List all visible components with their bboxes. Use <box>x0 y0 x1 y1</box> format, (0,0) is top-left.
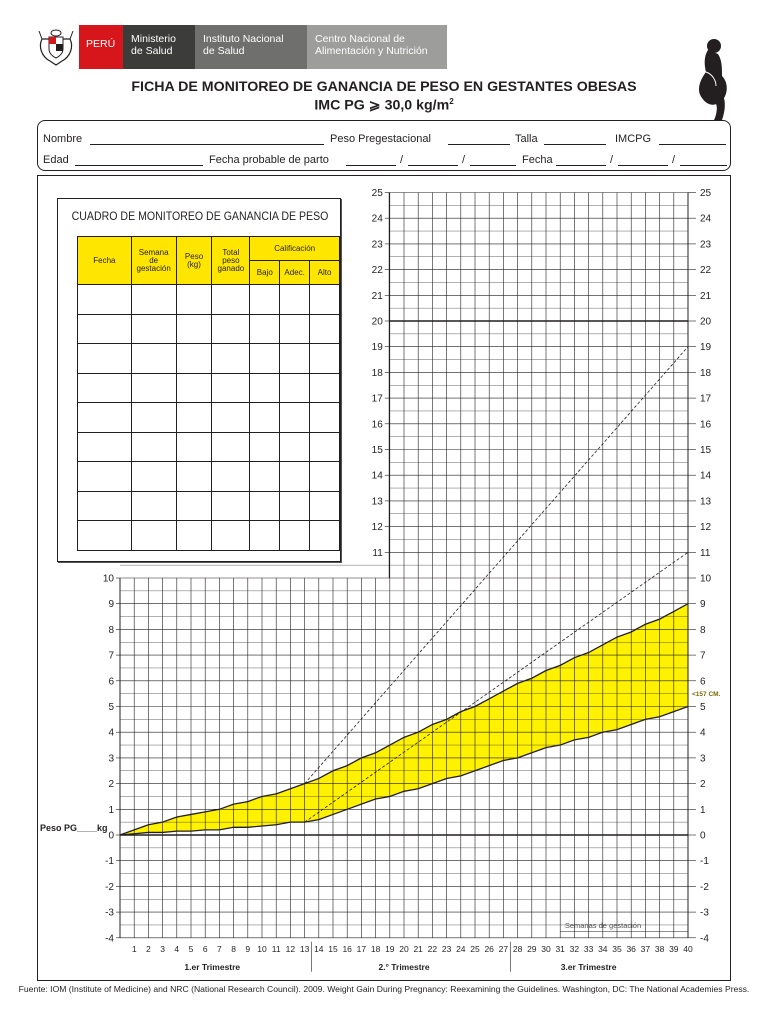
table-cell[interactable] <box>212 373 250 403</box>
y-tick-label-right: -1 <box>700 856 709 868</box>
x-tick-label: 31 <box>555 943 565 954</box>
x-tick-label: 36 <box>626 943 636 954</box>
table-cell[interactable] <box>176 314 212 344</box>
y-tick-label-left: 17 <box>371 393 383 405</box>
table-row <box>78 521 340 551</box>
table-cell[interactable] <box>310 491 340 521</box>
x-tick-label: 2 <box>146 943 151 954</box>
table-row <box>78 403 340 433</box>
table-cell[interactable] <box>250 521 280 551</box>
x-tick-label: 9 <box>245 943 251 954</box>
y-tick-label-left: -3 <box>105 907 114 919</box>
monitoring-table <box>77 236 340 551</box>
table-cell[interactable] <box>280 432 310 462</box>
col-semana-line3: gestación <box>136 263 171 273</box>
y-tick-label-right: 3 <box>700 753 706 765</box>
y-tick-label-left: -1 <box>105 856 114 868</box>
table-cell[interactable] <box>250 462 280 492</box>
table-cell[interactable] <box>250 373 280 403</box>
page-title: FICHA DE MONITOREO DE GANANCIA DE PESO EN GESTANTES OBESAS <box>131 79 637 95</box>
col-peso <box>176 237 212 285</box>
y-tick-label-right: 2 <box>700 779 706 791</box>
table-cell[interactable] <box>310 462 340 492</box>
table-cell[interactable] <box>78 432 132 462</box>
ministry-line1: Ministerio <box>131 33 176 45</box>
y-tick-label-left: 12 <box>371 522 383 534</box>
y-tick-label-right: -4 <box>700 933 709 945</box>
x-tick-label: 28 <box>512 943 523 954</box>
subtitle-symbol: ⩾ <box>368 97 381 114</box>
col-total-line1: Total <box>222 247 240 257</box>
country-label: PERÚ <box>86 38 116 50</box>
y-tick-label-left: 8 <box>108 624 114 636</box>
x-tick-label: 40 <box>683 943 693 954</box>
table-cell[interactable] <box>280 491 310 521</box>
subtitle-sup: 2 <box>449 97 454 106</box>
x-tick-label: 4 <box>174 943 180 954</box>
table-cell[interactable] <box>310 344 340 374</box>
table-cell[interactable] <box>250 403 280 433</box>
table-row <box>78 491 340 521</box>
y-tick-label-left: 4 <box>108 727 114 739</box>
ministry-line2: de Salud <box>131 45 173 57</box>
col-fecha-label: Fecha <box>93 255 116 265</box>
table-cell[interactable] <box>78 462 132 492</box>
y-tick-label-right: 6 <box>700 676 706 688</box>
y-tick-label-right: 16 <box>700 419 712 431</box>
x-tick-label: 32 <box>569 943 580 954</box>
table-row <box>78 344 340 374</box>
y-tick-label-right: -2 <box>700 881 709 893</box>
col-semana-line1: Semana <box>138 247 169 257</box>
x-tick-label: 26 <box>484 943 494 954</box>
height-annotation: <157 CM. <box>692 691 721 699</box>
y-tick-label-right: 1 <box>700 804 706 816</box>
col-adec <box>280 261 310 285</box>
trimester-label: 3.er Trimestre <box>560 961 617 972</box>
table-cell[interactable] <box>131 432 176 462</box>
x-tick-label: 5 <box>188 943 194 954</box>
table-cell[interactable] <box>280 344 310 374</box>
table-cell[interactable] <box>250 491 280 521</box>
y-tick-label-left: 21 <box>371 290 383 302</box>
table-cell[interactable] <box>176 491 212 521</box>
center-line1: Centro Nacional de <box>315 33 405 45</box>
x-tick-label: 12 <box>285 943 296 954</box>
table-cell[interactable] <box>176 462 212 492</box>
y-tick-label-left: 10 <box>102 573 114 585</box>
y-tick-label-right: 17 <box>700 393 712 405</box>
table-cell[interactable] <box>176 285 212 315</box>
y-tick-label-right: 20 <box>700 316 712 328</box>
x-tick-label: 29 <box>527 943 537 954</box>
x-tick-label: 13 <box>299 943 310 954</box>
table-cell[interactable] <box>250 344 280 374</box>
x-tick-label: 1 <box>131 943 137 954</box>
x-tick-label: 14 <box>314 943 324 954</box>
table-cell[interactable] <box>212 344 250 374</box>
table-cell[interactable] <box>131 314 176 344</box>
x-tick-label: 16 <box>342 943 352 954</box>
table-cell[interactable] <box>250 432 280 462</box>
y-tick-label-left: 3 <box>108 753 114 765</box>
y-tick-label-left: 25 <box>371 188 383 199</box>
center-line2: Alimentación y Nutrición <box>315 45 428 57</box>
x-tick-label: 34 <box>598 943 608 954</box>
table-cell[interactable] <box>176 344 212 374</box>
y-tick-label-right: 19 <box>700 342 712 354</box>
col-calificacion <box>250 237 340 261</box>
col-adec-label: Adec. <box>284 267 305 277</box>
col-peso-line1: Peso <box>184 251 204 261</box>
y-tick-label-left: 14 <box>371 470 383 482</box>
x-tick-label: 17 <box>356 943 367 954</box>
table-cell[interactable] <box>280 373 310 403</box>
talla-label: Talla <box>515 133 538 145</box>
x-tick-label: 23 <box>441 943 452 954</box>
table-cell[interactable] <box>212 285 250 315</box>
edad-label: Edad <box>43 154 69 166</box>
fecha-slash-2: / <box>672 154 676 166</box>
y-tick-label-left: 11 <box>372 547 383 559</box>
table-cell[interactable] <box>78 314 132 344</box>
x-tick-label: 39 <box>669 943 679 954</box>
nombre-label: Nombre <box>43 133 83 145</box>
table-row <box>78 373 340 403</box>
col-calificacion-label: Calificación <box>274 243 316 253</box>
y-tick-label-right: 25 <box>700 188 712 199</box>
table-cell[interactable] <box>131 373 176 403</box>
y-tick-label-left: 22 <box>371 265 383 277</box>
y-tick-label-left: 0 <box>108 830 114 842</box>
x-tick-label: 38 <box>654 943 665 954</box>
fecha-slash-1: / <box>610 154 614 166</box>
table-row <box>78 462 340 492</box>
table-cell[interactable] <box>78 521 132 551</box>
table-cell[interactable] <box>310 373 340 403</box>
table-cell[interactable] <box>78 491 132 521</box>
x-tick-label: 22 <box>427 943 438 954</box>
imcpg-label: IMCPG <box>615 133 652 145</box>
table-cell[interactable] <box>250 285 280 315</box>
table-cell[interactable] <box>131 521 176 551</box>
table-cell[interactable] <box>280 403 310 433</box>
col-alto-label: Alto <box>317 267 332 277</box>
y-tick-label-right: 5 <box>700 702 706 713</box>
table-cell[interactable] <box>131 491 176 521</box>
col-total-line3: ganado <box>217 263 245 273</box>
table-cell[interactable] <box>212 432 250 462</box>
col-alto <box>310 261 340 285</box>
x-tick-label: 8 <box>231 943 236 954</box>
y-tick-label-right: 24 <box>700 213 712 225</box>
source-note: Fuente: IOM (Institute of Medicine) and NRC (National Research Council). 2009. Weight Gain During Pregnancy: Reexamining the Guidelines. Washington, DC: The National Academies Press. <box>18 984 750 994</box>
table-cell[interactable] <box>212 403 250 433</box>
y-tick-label-left: 7 <box>108 650 114 662</box>
x-tick-label: 19 <box>385 943 395 954</box>
monitoring-table-box <box>57 198 341 562</box>
table-cell[interactable] <box>310 432 340 462</box>
y-tick-label-left: 1 <box>108 804 114 816</box>
x-tick-label: 30 <box>541 943 551 954</box>
y-tick-label-right: 0 <box>700 830 706 842</box>
fpp-slash-1: / <box>400 154 404 166</box>
y-tick-label-right: 8 <box>700 624 706 636</box>
table-cell[interactable] <box>131 403 176 433</box>
col-peso-line2: (kg) <box>187 259 201 269</box>
table-cell[interactable] <box>78 344 132 374</box>
y-tick-label-left: 6 <box>108 676 114 688</box>
y-tick-label-right: 9 <box>700 599 706 611</box>
col-total <box>212 237 250 285</box>
y-tick-label-left: 18 <box>371 367 383 379</box>
x-tick-label: 35 <box>612 943 622 954</box>
y-tick-label-right: 14 <box>700 470 712 482</box>
table-cell[interactable] <box>280 285 310 315</box>
table-cell[interactable] <box>310 314 340 344</box>
table-row <box>78 432 340 462</box>
table-cell[interactable] <box>212 314 250 344</box>
fecha-label: Fecha <box>522 154 553 166</box>
table-cell[interactable] <box>280 314 310 344</box>
y-tick-label-left: -2 <box>105 881 114 893</box>
table-cell[interactable] <box>280 521 310 551</box>
table-cell[interactable] <box>131 462 176 492</box>
x-tick-label: 20 <box>399 943 409 954</box>
x-tick-label: 21 <box>413 943 423 954</box>
y-tick-label-right: 23 <box>700 239 712 251</box>
table-cell[interactable] <box>310 285 340 315</box>
y-tick-label-left: 2 <box>108 779 114 791</box>
x-tick-label: 10 <box>257 943 267 954</box>
peso-pregestacional-label: Peso Pregestacional <box>330 133 431 145</box>
y-tick-label-left: -4 <box>105 933 114 945</box>
table-row <box>78 314 340 344</box>
institute-line2: de Salud <box>203 45 245 57</box>
x-tick-label: 33 <box>583 943 594 954</box>
y-tick-label-left: 15 <box>371 445 383 456</box>
table-cell[interactable] <box>176 373 212 403</box>
y-tick-label-left: 5 <box>108 702 114 713</box>
table-cell[interactable] <box>131 344 176 374</box>
institute-line1: Instituto Nacional <box>203 33 284 45</box>
x-tick-label: 15 <box>328 943 338 954</box>
y-tick-label-left: 23 <box>371 239 383 251</box>
table-row <box>78 285 340 315</box>
x-tick-label: 37 <box>640 943 651 954</box>
col-semana <box>131 237 176 285</box>
x-tick-label: 25 <box>470 943 480 954</box>
y-tick-label-right: -3 <box>700 907 709 919</box>
table-cell[interactable] <box>78 373 132 403</box>
x-tick-label: 24 <box>456 943 466 954</box>
fpp-slash-2: / <box>462 154 466 166</box>
table-cell[interactable] <box>280 462 310 492</box>
y-tick-label-left: 20 <box>371 316 383 328</box>
y-tick-label-right: 18 <box>700 367 712 379</box>
trimester-label: 2.° Trimestre <box>378 961 430 972</box>
subtitle-value: 30,0 kg/m <box>384 97 450 114</box>
table-cell[interactable] <box>176 432 212 462</box>
table-cell[interactable] <box>212 521 250 551</box>
y-tick-label-right: 21 <box>700 290 712 302</box>
y-tick-label-right: 15 <box>700 445 712 456</box>
x-tick-label: 3 <box>160 943 165 954</box>
y-tick-label-right: 4 <box>700 727 706 739</box>
table-cell[interactable] <box>310 403 340 433</box>
table-cell[interactable] <box>78 403 132 433</box>
x-axis-label: Semanas de gestación <box>564 920 642 930</box>
y-tick-label-right: 22 <box>700 265 712 277</box>
x-tick-label: 27 <box>498 943 509 954</box>
y-tick-label-right: 7 <box>700 650 706 662</box>
col-bajo <box>250 261 280 285</box>
table-cell[interactable] <box>250 314 280 344</box>
col-bajo-label: Bajo <box>256 267 273 277</box>
table-cell[interactable] <box>176 403 212 433</box>
table-cell[interactable] <box>131 285 176 315</box>
table-cell[interactable] <box>310 521 340 551</box>
table-cell[interactable] <box>176 521 212 551</box>
x-tick-label: 7 <box>217 943 222 954</box>
table-cell[interactable] <box>212 462 250 492</box>
trimester-label: 1.er Trimestre <box>184 961 241 972</box>
y-tick-label-left: 9 <box>108 599 114 611</box>
table-cell[interactable] <box>78 285 132 315</box>
y-tick-label-right: 13 <box>700 496 712 508</box>
y-tick-label-left: 13 <box>371 496 383 508</box>
fecha-probable-label: Fecha probable de parto <box>209 154 329 166</box>
y-tick-label-left: 16 <box>371 419 383 431</box>
col-total-line2: peso <box>222 255 240 265</box>
x-tick-label: 18 <box>370 943 381 954</box>
table-cell[interactable] <box>212 491 250 521</box>
y-axis-label: Peso PG____kg <box>40 823 108 833</box>
y-tick-label-left: 24 <box>371 213 383 225</box>
y-tick-label-right: 10 <box>700 573 712 585</box>
y-tick-label-left: 19 <box>371 342 383 354</box>
x-tick-label: 11 <box>271 943 281 954</box>
col-semana-line2: de <box>149 255 159 265</box>
col-fecha <box>78 237 132 285</box>
y-tick-label-right: 12 <box>700 522 712 534</box>
x-tick-label: 6 <box>202 943 208 954</box>
subtitle-prefix: IMC PG <box>314 97 365 114</box>
y-tick-label-right: 11 <box>700 547 711 559</box>
monitoring-table-title: CUADRO DE MONITOREO DE GANANCIA DE PESO <box>71 211 329 223</box>
